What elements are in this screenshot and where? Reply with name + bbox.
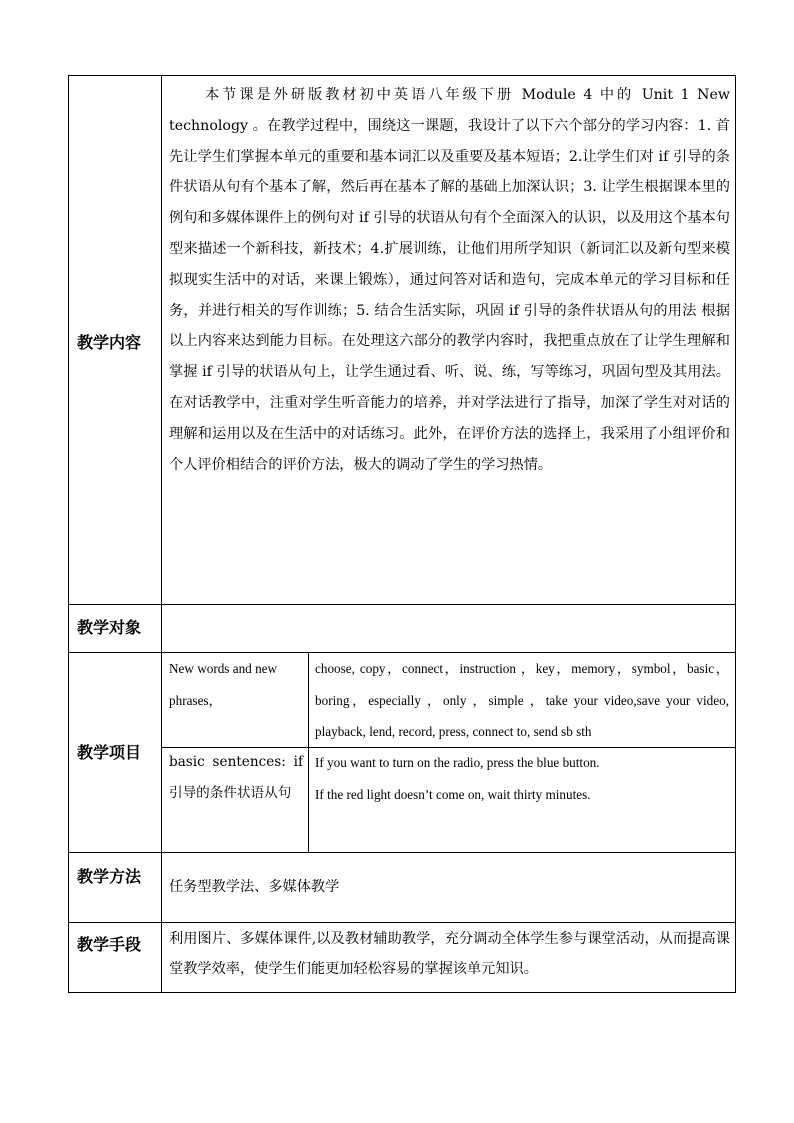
lesson-plan-table [68,75,736,993]
target-label: 教学对象 [77,618,142,637]
content-label: 教学内容 [77,333,142,352]
basic-sentences-label: basic sentences: if 引导的条件状语从句 [169,754,303,801]
column-divider [161,76,162,992]
row-divider [69,852,735,853]
example-sentence-2: If the red light doesn’t come on, wait thirty minutes. [315,787,591,802]
method-label: 教学方法 [77,867,142,886]
new-words-label: New words and new phrases， [169,661,278,708]
new-words-list: choose, copy，connect，instruction ，key，memory，symbol，basic，boring，especially ，only ，simple ，take your video,save your video, playback, lend, record, press, connect to, send sb sth [315,661,729,739]
row-divider [69,922,735,923]
method-text: 任务型教学法、多媒体教学 [169,879,340,895]
means-text: 利用图片、多媒体课件,以及教材辅助教学，充分调动全体学生参与课堂活动，从而提高课堂教学效率，使学生们能更加轻松容易的掌握该单元知识。 [169,931,730,977]
example-sentence-1: If you want to turn on the radio, press the blue button. [315,755,600,770]
column-divider [308,652,309,852]
items-label: 教学项目 [77,743,142,762]
row-divider [69,604,735,605]
means-label: 教学手段 [77,935,142,954]
content-text: 本节课是外研版教材初中英语八年级下册 Module 4 中的 Unit 1 New technology 。在教学过程中，围绕这一课题，我设计了以下六个部分的学习内容：1. 首先让学生们掌握本单元的重要和基本词汇以及重要及基本短语；2.让学生们对 if 引导的条件状语从句有个基本了解，然后再在基本了解的基础上加深认识；3. 让学生根据课本里的例句和多媒体课件上的例句对 if 引导的状语从句有个全面深入的认识，以及用这个基本句型来描述一个新科技，新技术；4.扩展训练，让他们用所学知识（新词汇以及新句型来模拟现实生活中的对话，来课上锻炼），通过问答对话和造句，完成本单元的学习目标和任务，并进行相关的写作训练；5. 结合生活实际，巩固 if 引导的条件状语从句的用法 根据以上内容来达到能力目标。在处理这六部分的教学内容时，我把重点放在了让学生理解和掌握 if 引导的状语从句上，让学生通过看、听、说、练，写等练习，巩固句型及其用法。在对话教学中，注重对学生听音能力的培养，并对学法进行了指导，加深了学生对对话的理解和运用以及在生活中的对话练习。此外，在评价方法的选择上，我采用了小组评价和个人评价相结合的评价方法，极大的调动了学生的学习热情。 [169,87,730,473]
